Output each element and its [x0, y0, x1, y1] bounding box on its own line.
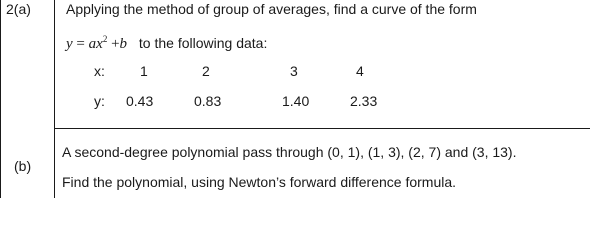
y-row-label: y: — [94, 93, 105, 109]
question-2a-line2: to the following data: — [138, 35, 268, 51]
equation-formula: $y = ax^2 +b$ — [66, 34, 128, 52]
y-value-1: 0.43 — [126, 93, 154, 109]
x-value-1: 1 — [140, 63, 148, 79]
question-number-2a: 2(a) — [6, 1, 31, 17]
column-divider — [54, 0, 55, 198]
row-divider — [54, 128, 590, 129]
question-2a-line1: Applying the method of group of averages, find a curve of the form — [66, 1, 477, 17]
question-2b-line2: Find the polynomial, using Newton’s forward difference formula. — [62, 174, 457, 190]
question-2a-equation — [66, 30, 267, 53]
x-value-2: 2 — [202, 63, 210, 79]
x-value-3: 3 — [290, 63, 298, 79]
question-number-2b: (b) — [14, 158, 32, 174]
question-2b-line1: A second-degree polynomial pass through (0, 1), (1, 3), (2, 7) and (3, 13). — [62, 144, 517, 160]
x-value-4: 4 — [356, 63, 364, 79]
left-border — [0, 0, 1, 198]
y-value-3: 1.40 — [282, 93, 310, 109]
y-value-4: 2.33 — [350, 93, 378, 109]
x-row-label: x: — [94, 63, 105, 79]
y-value-2: 0.83 — [194, 93, 222, 109]
